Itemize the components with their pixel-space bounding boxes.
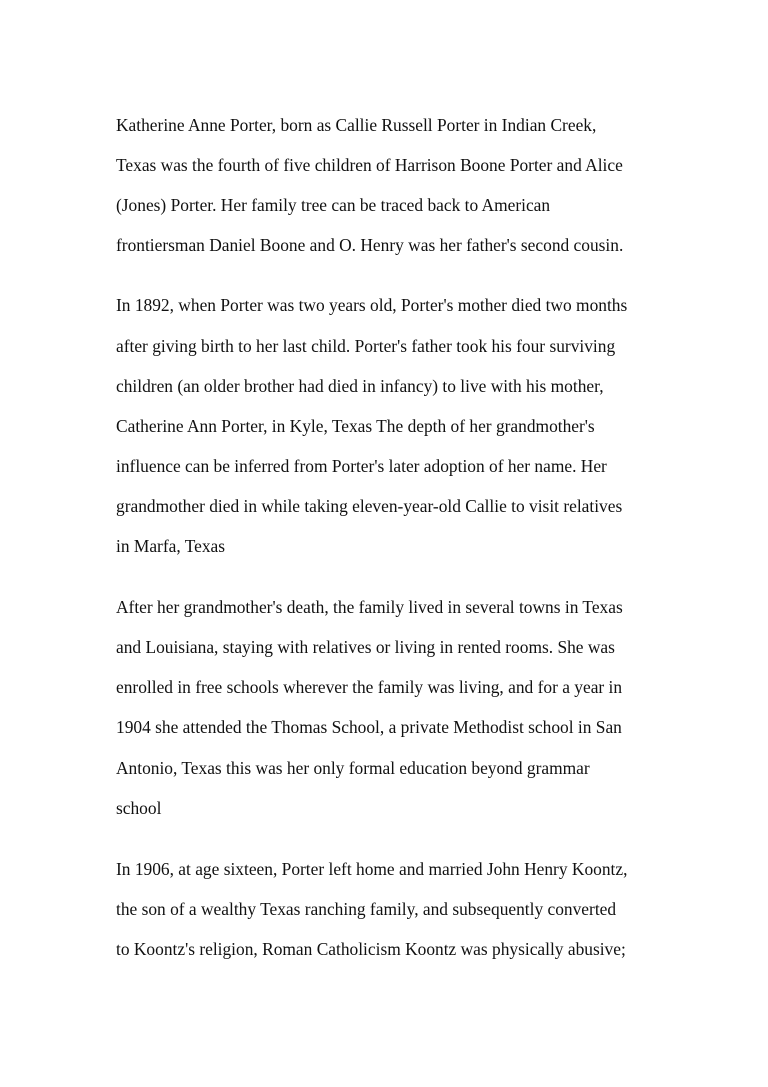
text-line: the son of a wealthy Texas ranching family, and subsequently converted	[116, 899, 617, 919]
text-line: 1904 she attended the Thomas School, a private Methodist school in San	[116, 717, 622, 737]
text-line: Catherine Ann Porter, in Kyle, Texas The depth of her grandmother's	[116, 416, 595, 436]
text-line: grandmother died in while taking eleven-year-old Callie to visit relatives	[116, 496, 623, 516]
text-line: enrolled in free schools wherever the family was living, and for a year in	[116, 677, 623, 697]
text-line: In 1906, at age sixteen, Porter left home and married John Henry Koontz,	[116, 859, 628, 879]
text-line: after giving birth to her last child. Porter's father took his four surviving	[116, 336, 616, 356]
text-line: Texas was the fourth of five children of Harrison Boone Porter and Alice	[116, 155, 623, 175]
text-line: Katherine Anne Porter, born as Callie Russell Porter in Indian Creek,	[116, 115, 597, 135]
text-line: in Marfa, Texas	[116, 536, 226, 556]
text-line: Antonio, Texas this was her only formal education beyond grammar	[116, 758, 590, 778]
text-line: school	[116, 798, 162, 818]
text-line: to Koontz's religion, Roman Catholicism Koontz was physically abusive;	[116, 939, 626, 959]
text-line: After her grandmother's death, the family lived in several towns in Texas	[116, 597, 623, 617]
text-line: and Louisiana, staying with relatives or living in rented rooms. She was	[116, 637, 615, 657]
text-line: children (an older brother had died in infancy) to live with his mother,	[116, 376, 604, 396]
text-line: (Jones) Porter. Her family tree can be traced back to American	[116, 195, 551, 215]
text-line: frontiersman Daniel Boone and O. Henry was her father's second cousin.	[116, 235, 624, 255]
text-line: In 1892, when Porter was two years old, Porter's mother died two months	[116, 295, 628, 315]
text-line: influence can be inferred from Porter's later adoption of her name. Her	[116, 456, 607, 476]
